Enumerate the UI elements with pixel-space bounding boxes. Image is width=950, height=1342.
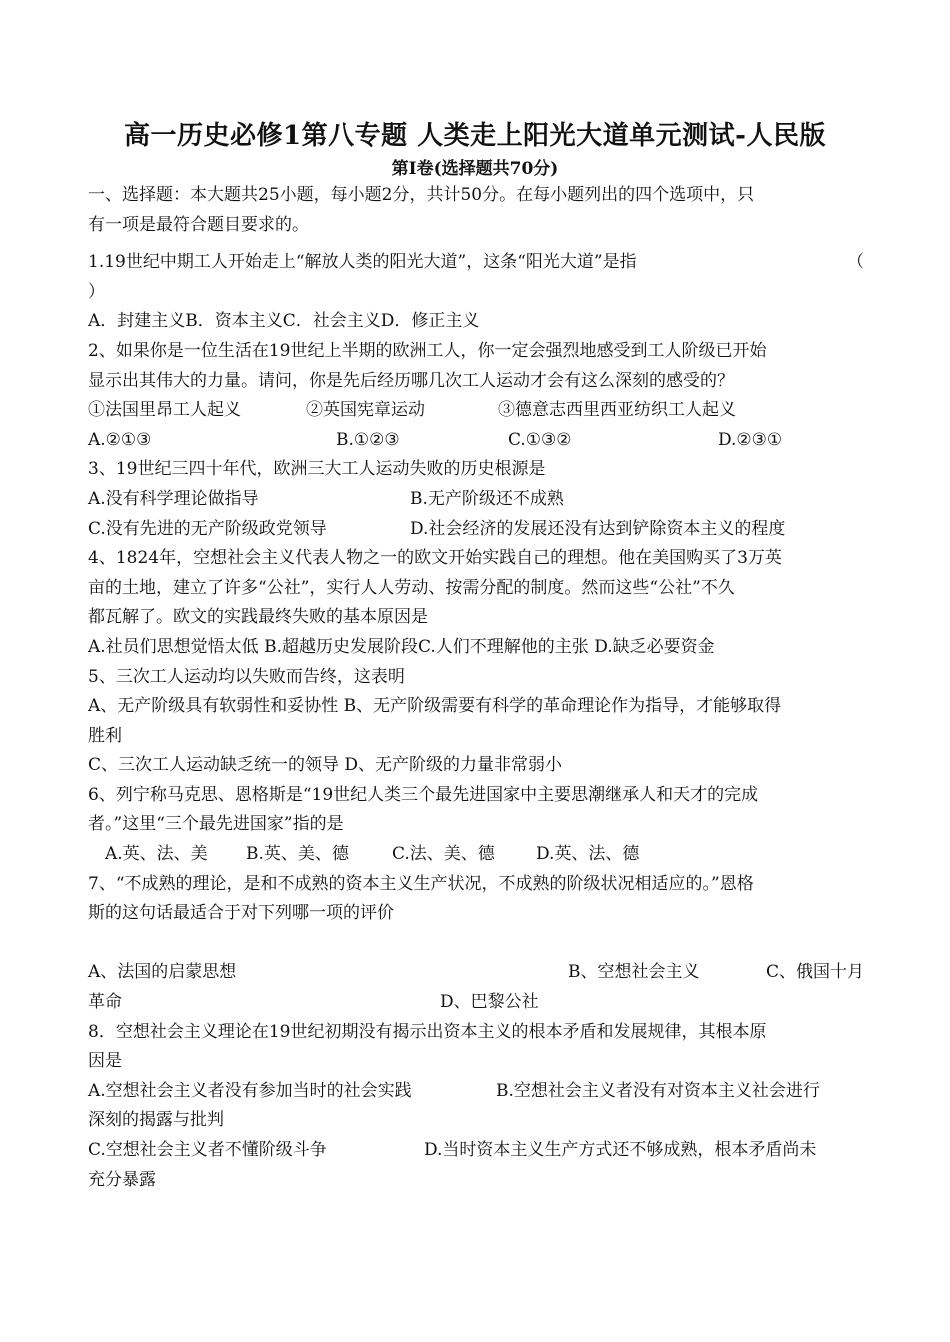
page-title: 高一历史必修1第八专题 人类走上阳光大道单元测试-人民版 [124, 121, 826, 151]
option-b: B.无产阶级还不成熟 [410, 488, 564, 509]
question-7-stem: 7、“不成熟的理论，是和不成熟的资本主义生产状况，不成熟的阶级状况相适应的。”恩格 [88, 873, 754, 894]
option-c-continued: 革命 [88, 992, 122, 1013]
option-b: B.空想社会主义者没有对资本主义社会进行 [496, 1080, 820, 1101]
answer-paren-close: ） [88, 281, 105, 302]
option-b: B.英、美、德 [246, 844, 349, 865]
option-c: C.①③② [508, 429, 572, 450]
question-8-options-row [88, 1136, 864, 1166]
option-b: B.①②③ [336, 429, 400, 450]
question-2-stem: 2、如果你是一位生活在19世纪上半期的欧洲工人，你一定会强烈地感受到工人阶级已开始 [88, 340, 767, 361]
option-b-continued: 深刻的揭露与批判 [88, 1110, 224, 1131]
option-a: A、法国的启蒙思想 [88, 962, 237, 983]
option-a: A.英、法、美 [105, 844, 208, 865]
question-3-stem: 3、19世纪三四十年代，欧洲三大工人运动失败的历史根源是 [88, 459, 546, 480]
option-d: D.社会经济的发展还没有达到铲除资本主义的程度 [410, 518, 786, 539]
question-5-options: C、三次工人运动缺乏统一的领导 D、无产阶级的力量非常弱小 [88, 755, 563, 776]
option-a: A.空想社会主义者没有参加当时的社会实践 [88, 1080, 412, 1101]
question-4-stem: 4、1824年，空想社会主义代表人物之一的欧文开始实践自己的理想。他在美国购买了3万英 [88, 548, 782, 569]
option-a: A.②①③ [88, 429, 152, 450]
question-1-stem-row [88, 248, 864, 278]
question-7-options-row [88, 988, 864, 1018]
option-c: C.空想社会主义者不懂阶级斗争 [88, 1140, 327, 1160]
question-3-options-row [88, 515, 864, 545]
option-c: C.法、美、德 [392, 844, 495, 865]
instructions-line: 有一项是最符合题目要求的。 [88, 214, 309, 235]
question-4-stem: 亩的土地，建立了许多“公社”，实行人人劳动、按需分配的制度。然而这些“公社”不久 [88, 577, 735, 598]
question-8-stem: 因是 [88, 1051, 122, 1072]
question-8-stem: 8．空想社会主义理论在19世纪初期没有揭示出资本主义的根本矛盾和发展规律，其根本原 [88, 1021, 767, 1042]
option-c: C、俄国十月 [765, 962, 864, 983]
question-7-stem: 斯的这句话最适合于对下列哪一项的评价 [88, 903, 394, 924]
option-d: D、巴黎公社 [440, 992, 539, 1013]
option-a: A.没有科学理论做指导 [88, 488, 259, 509]
question-5-options: A、无产阶级具有软弱性和妥协性 B、无产阶级需要有科学的革命理论作为指导，才能够取得 [88, 696, 782, 717]
question-2-stem: 显示出其伟大的力量。请问，你是先后经历哪几次工人运动才会有这么深刻的感受的？ [88, 370, 734, 391]
question-6-stem: 者。”这里“三个最先进国家”指的是 [88, 814, 344, 835]
question-6-options [88, 840, 864, 870]
question-2-item: ①法国里昂工人起义 [88, 400, 241, 421]
question-1-stem: 1.19世纪中期工人开始走上“解放人类的阳光大道”，这条“阳光大道”是指 [88, 252, 637, 273]
option-d: D.当时资本主义生产方式还不够成熟，根本矛盾尚未 [424, 1140, 817, 1160]
option-d: D.英、法、德 [536, 844, 640, 865]
question-8-options-row [88, 1077, 864, 1107]
question-5-stem: 5、三次工人运动均以失败而告终，这表明 [88, 666, 405, 687]
question-3-options-row [88, 485, 864, 515]
option-d-continued: 充分暴露 [88, 1169, 156, 1190]
question-2-items [88, 396, 864, 426]
option-c: C.没有先进的无产阶级政党领导 [88, 518, 327, 539]
instructions-line: 一、选择题：本大题共25小题，每小题2分，共计50分。在每小题列出的四个选项中，只 [88, 185, 755, 205]
answer-paren-open: （ [847, 252, 864, 273]
question-2-options [88, 426, 864, 456]
question-6-stem: 6、列宁称马克思、恩格斯是“19世纪人类三个最先进国家中主要思潮继承人和天才的完成 [88, 784, 759, 805]
question-2-item: ②英国宪章运动 [306, 400, 425, 421]
question-4-options: A.社员们思想觉悟太低 B.超越历史发展阶段C.人们不理解他的主张 D.缺乏必要资金 [88, 636, 715, 657]
question-1-options: A．封建主义B．资本主义C．社会主义D．修正主义 [88, 311, 480, 332]
option-d: D.②③① [718, 429, 783, 450]
question-5-options: 胜利 [88, 725, 122, 746]
question-4-stem: 都瓦解了。欧文的实践最终失败的基本原因是 [88, 607, 428, 628]
question-7-options-row [88, 958, 864, 988]
question-2-item: ③德意志西里西亚纺织工人起义 [498, 400, 736, 421]
section-subtitle: 第Ⅰ卷(选择题共70分) [391, 159, 559, 179]
exam-content [88, 181, 864, 1195]
option-b: B、空想社会主义 [568, 962, 700, 983]
